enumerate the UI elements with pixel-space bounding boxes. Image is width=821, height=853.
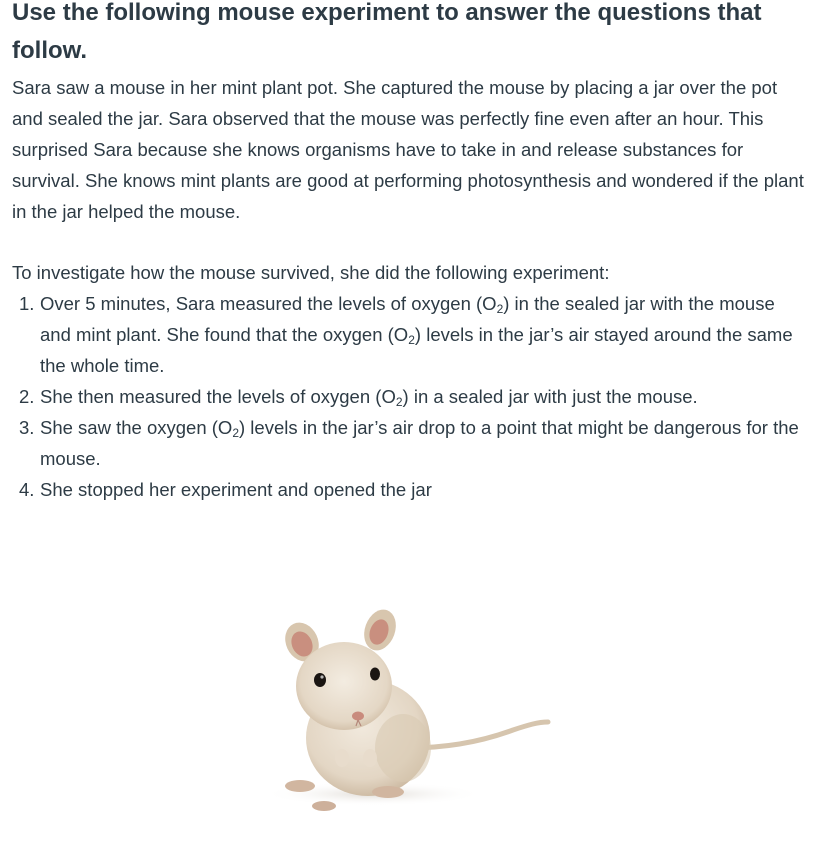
step-text: levels in the jar’s air drop to a point that might be dangerous for the mouse. <box>40 417 799 469</box>
step-1 <box>19 288 800 381</box>
step-text: She then measured the levels of oxygen <box>40 386 376 407</box>
step-text: Over 5 minutes, Sara measured the levels of oxygen <box>40 293 476 314</box>
oxygen-formula-open: (O <box>476 293 497 314</box>
step-number: 2. <box>19 386 35 407</box>
oxygen-formula-close: ) <box>503 293 510 314</box>
oxygen-formula-close: ) <box>402 386 409 407</box>
step-3 <box>19 412 800 474</box>
right-eye <box>370 668 380 681</box>
left-eye <box>314 673 326 687</box>
haunch <box>375 714 431 782</box>
nose <box>352 712 364 721</box>
step-text: in a sealed jar with just the mouse. <box>408 386 698 407</box>
experiment-lead: To investigate how the mouse survived, she did the following experiment: <box>12 262 610 283</box>
oxygen-subscript: 2 <box>408 333 415 347</box>
oxygen-formula <box>212 417 245 438</box>
oxygen-formula-open: (O <box>375 386 396 407</box>
step-text: She saw the oxygen <box>40 417 212 438</box>
step-text: She stopped her experiment and opened the jar <box>40 479 432 500</box>
oxygen-subscript: 2 <box>232 426 239 440</box>
oxygen-formula-close: ) <box>414 324 422 345</box>
experiment-steps <box>19 288 800 505</box>
mouse-photo <box>238 598 579 831</box>
oxygen-subscript: 2 <box>496 302 504 316</box>
front-paw-left <box>335 749 349 767</box>
oxygen-formula <box>476 293 509 314</box>
intro-paragraph: Sara saw a mouse in her mint plant pot. She captured the mouse by placing a jar over the pot and sealed the jar. Sara observed that the mouse was perfectly fine even after an hour. This surprised Sara because she knows organisms have to take in and release substances for survival. She knows mint plants are good at performing photosynthesis and wondered if the plant in the jar helped the mouse. <box>12 77 804 222</box>
foot-left <box>285 780 315 792</box>
foot-back <box>312 801 336 811</box>
foot-right <box>372 786 404 798</box>
step-number: 3. <box>19 417 35 438</box>
step-4 <box>19 474 800 505</box>
oxygen-formula-close: ) <box>239 417 246 438</box>
mouse-head <box>296 642 392 730</box>
step-2 <box>19 381 800 412</box>
step-number: 4. <box>19 479 35 500</box>
eye-highlight <box>320 675 323 678</box>
question-heading: Use the following mouse experiment to answer the questions that follow. <box>12 0 762 64</box>
oxygen-formula <box>388 324 421 345</box>
oxygen-formula-open: (O <box>387 324 409 345</box>
step-number: 1. <box>19 293 35 314</box>
oxygen-formula <box>375 386 408 407</box>
oxygen-subscript: 2 <box>395 395 403 409</box>
mouse-illustration <box>238 598 579 831</box>
step-text: in the sealed jar with the mouse and mint plant. She found that the oxygen <box>40 293 775 345</box>
step-text: levels in the jar’s air stayed around the same the whole time. <box>40 324 793 376</box>
oxygen-formula-open: (O <box>211 417 233 438</box>
front-paw-right <box>363 749 377 767</box>
